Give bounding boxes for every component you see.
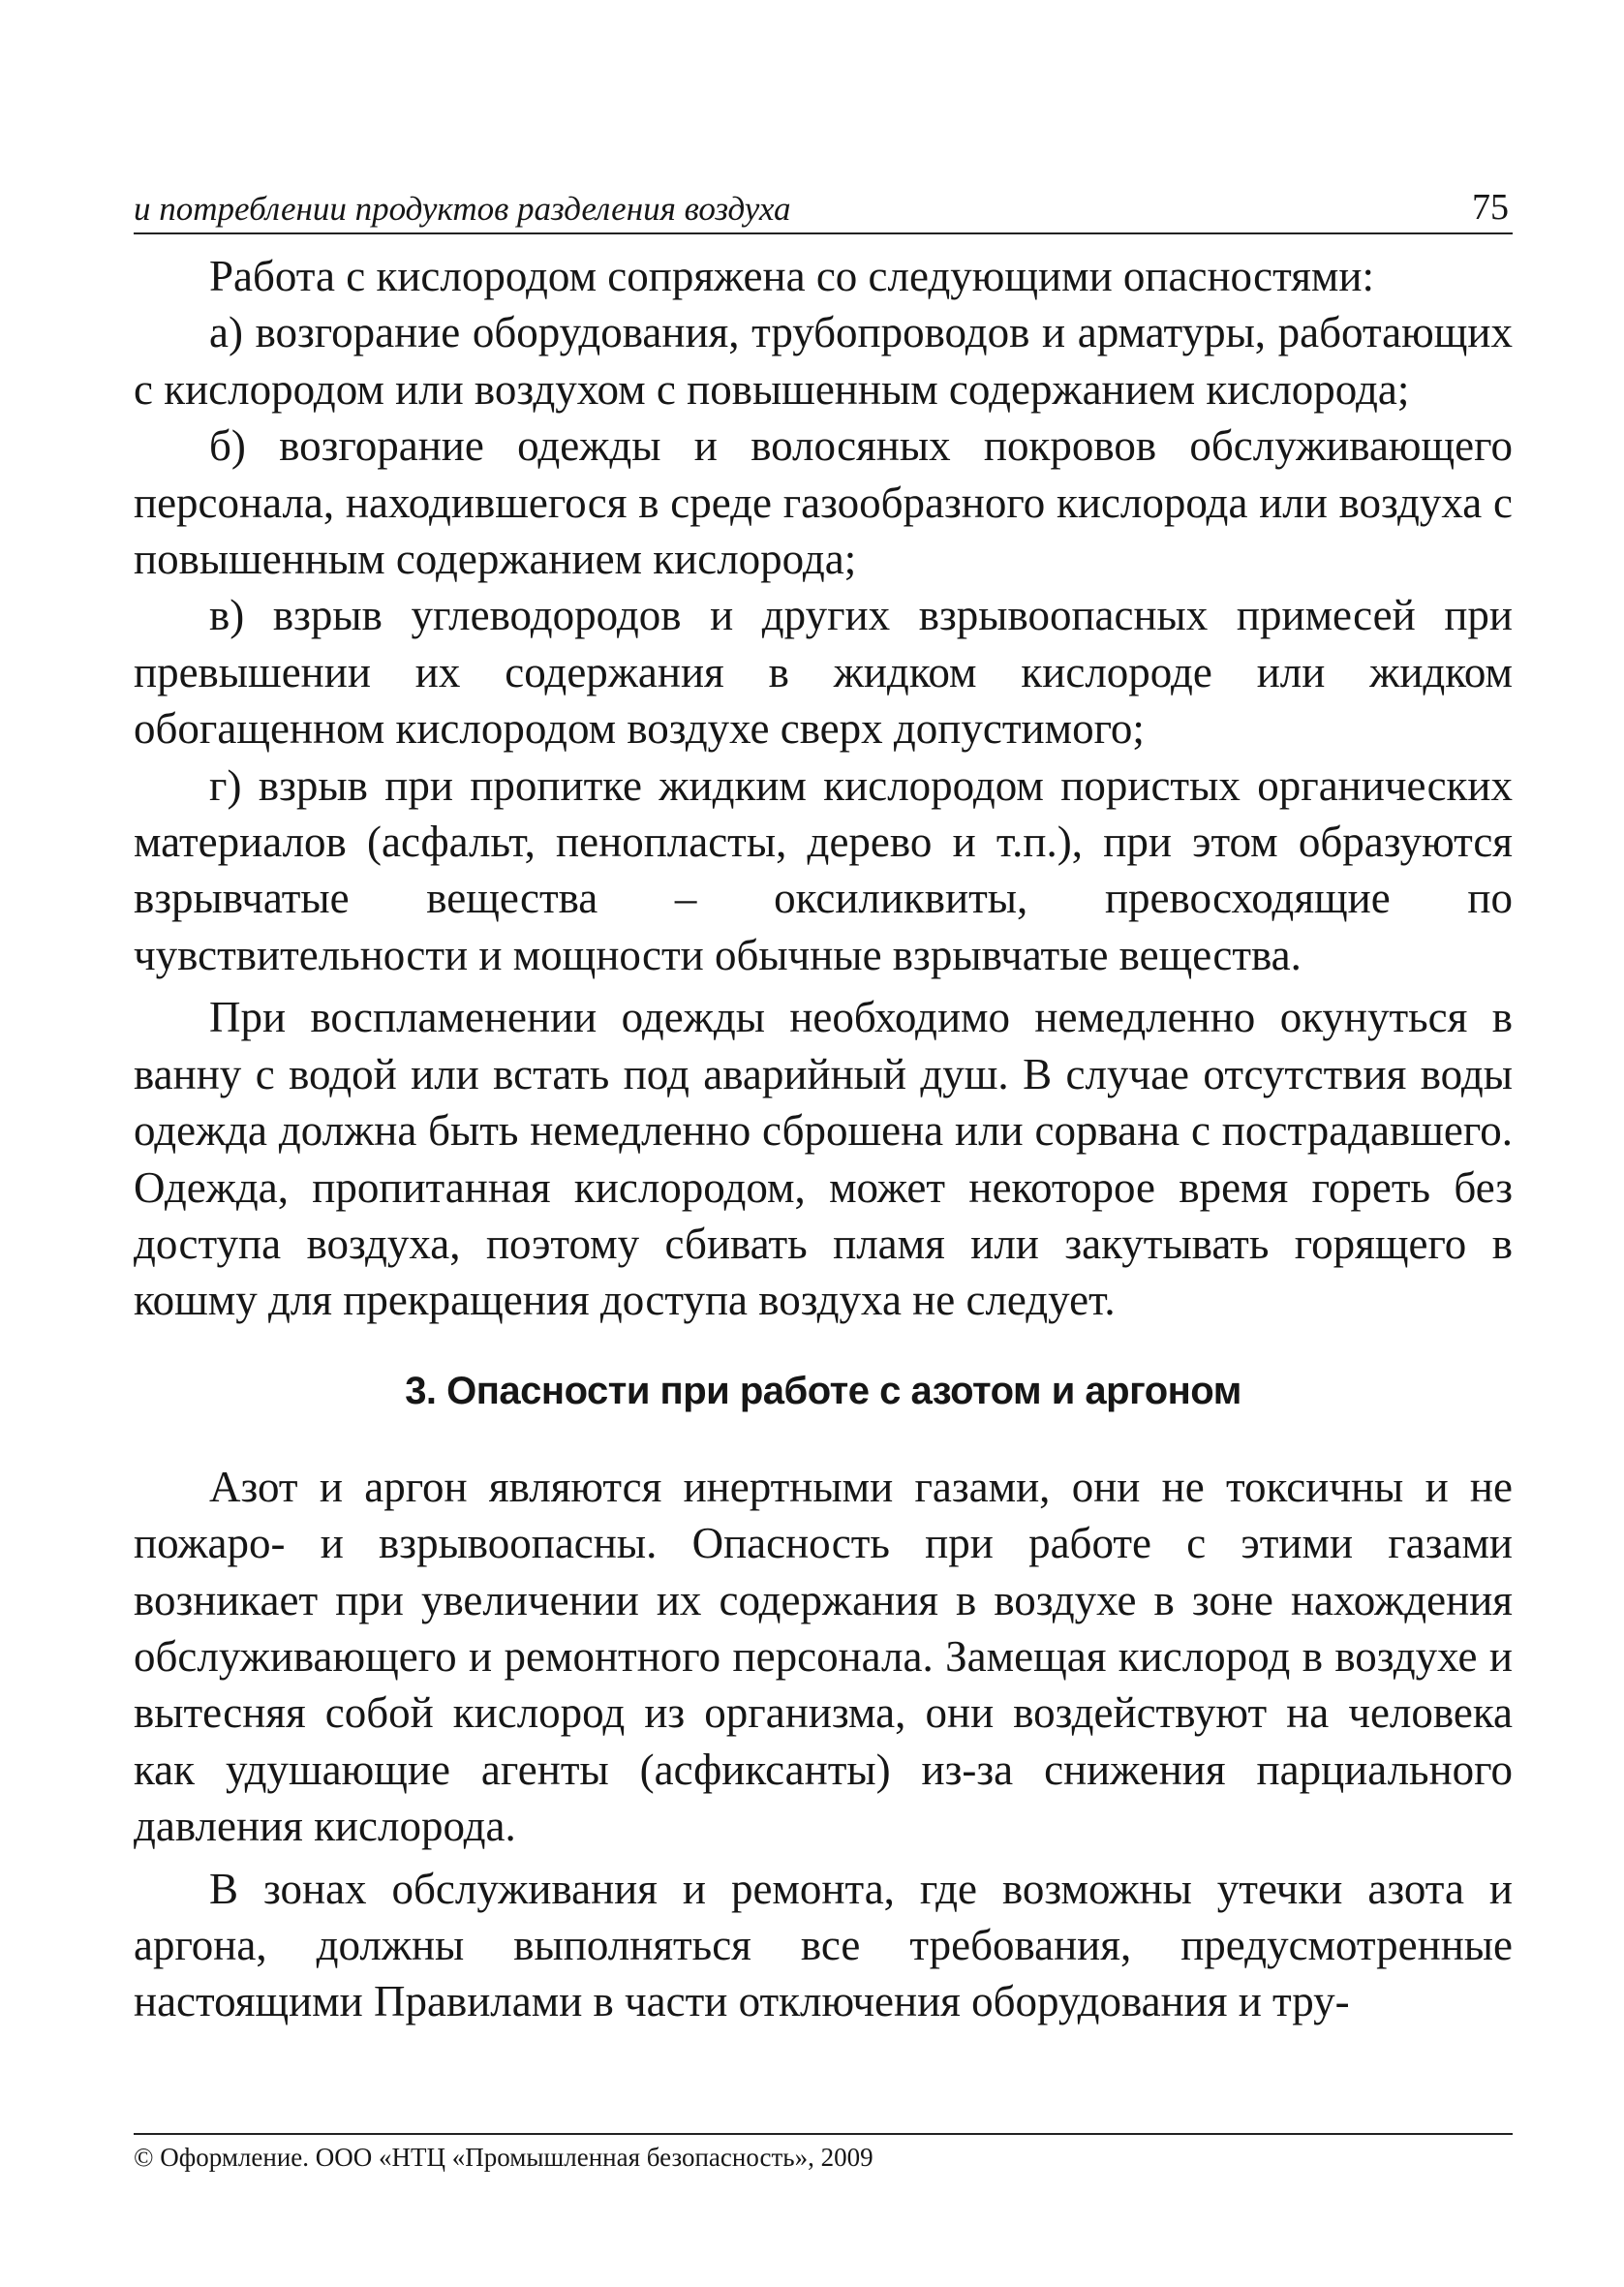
page-number: 75 (1472, 187, 1509, 228)
paragraph: Работа с кислородом сопряжена со следующими опасностями: (209, 252, 1374, 300)
paragraph: В зонах обслуживания и ремонта, где возможны утечки азота и аргона, должны выполняться все требования, предусмотренные настоящими Правилами в части отключения оборудования и тру- (134, 1864, 1513, 2026)
list-item-v: в) взрыв углеводородов и других взрывоопасных примесей при превышении их содержания в жидком кислороде или жидком обогащенном кислородом воздухе сверх допустимого; (134, 591, 1513, 754)
list-item-b: б) возгорание одежды и волосяных покровов обслуживающего персонала, находившегося в среде газообразного кислорода или воздуха с повышенным содержанием кислорода; (134, 421, 1513, 584)
footer-copyright: © Оформление. ООО «НТЦ «Промышленная безопасность», 2009 (134, 2143, 873, 2172)
main-text (134, 248, 1513, 2030)
paragraph: Азот и аргон являются инертными газами, они не токсичны и не пожаро- и взрывоопасны. Опасность при работе с этими газами возникает при увеличении их содержания в воздухе в зоне нахождения обслуживающего и ремонтного персонала. Замещая кислород в воздухе и вытесняя собой кислород из организма, они воздействуют на человека как удушающие агенты (асфиксанты) из-за снижения парциального давления кислорода. (134, 1462, 1513, 1851)
list-item-g: г) взрыв при пропитке жидким кислородом пористых органических материалов (асфальт, пенопласты, дерево и т.п.), при этом образуются взрывчатые вещества – оксиликвиты, превосходящие по чувствительности и мощности обычные взрывчатые вещества. (134, 760, 1513, 979)
running-title: и потреблении продуктов разделения воздуха (134, 190, 791, 228)
footer-divider (134, 2133, 1513, 2135)
page-header (134, 186, 1513, 234)
paragraph: При воспламенении одежды необходимо немедленно окунуться в ванну с водой или встать под аварийный душ. В случае отсутствия воды одежда должна быть немедленно сброшена или сорвана с пострадавшего. Одежда, пропитанная кислородом, может некоторое время гореть без доступа воздуха, поэтому сбивать пламя или закутывать горящего в кошму для прекращения доступа воздуха не следует. (134, 993, 1513, 1325)
list-item-a: а) возгорание оборудования, трубопроводов и арматуры, работающих с кислородом или воздухом с повышенным содержанием кислорода; (134, 308, 1513, 414)
section-heading: 3. Опасности при работе с азотом и аргоном (405, 1369, 1241, 1412)
